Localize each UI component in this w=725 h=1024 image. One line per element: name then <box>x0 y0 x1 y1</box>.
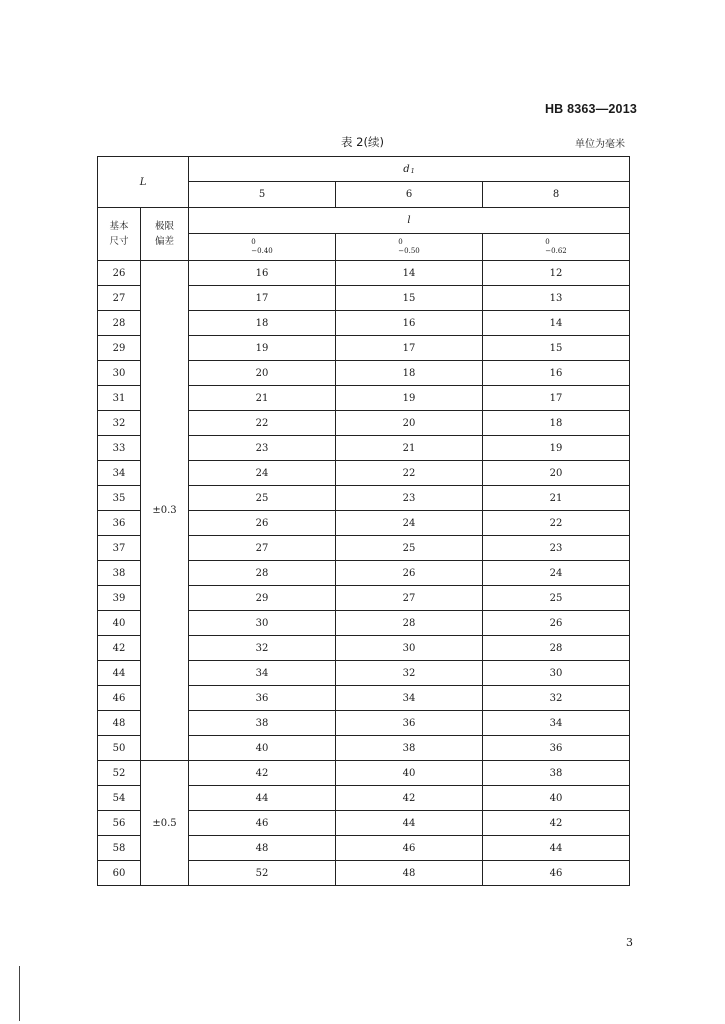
cell-l-value: 13 <box>483 286 630 311</box>
cell-basic-size: 50 <box>98 736 141 761</box>
cell-basic-size: 37 <box>98 536 141 561</box>
page-number: 3 <box>626 936 633 949</box>
cell-l-value: 16 <box>336 311 483 336</box>
header-basic-size-line: 基本 <box>109 221 129 232</box>
header-d-subscript: 1 <box>410 166 415 175</box>
cell-l-value: 27 <box>189 536 336 561</box>
cell-basic-size: 44 <box>98 661 141 686</box>
header-limit-deviation <box>141 208 189 261</box>
header-limit-deviation-line: 极限 <box>155 221 175 232</box>
cell-basic-size: 54 <box>98 786 141 811</box>
tolerance-lower: −0.62 <box>545 247 567 255</box>
cell-l-value: 32 <box>483 686 630 711</box>
cell-limit-deviation: ±0.3 <box>141 261 189 761</box>
cell-l-value: 14 <box>483 311 630 336</box>
cell-l-value: 46 <box>336 836 483 861</box>
header-d-symbol: d <box>403 163 410 175</box>
cell-l-value: 22 <box>483 511 630 536</box>
cell-l-value: 24 <box>336 511 483 536</box>
cell-l-value: 26 <box>336 561 483 586</box>
cell-l-value: 52 <box>189 861 336 886</box>
cell-l-value: 18 <box>336 361 483 386</box>
cell-l-value: 17 <box>483 386 630 411</box>
cell-l-value: 25 <box>189 486 336 511</box>
cell-basic-size: 42 <box>98 636 141 661</box>
cell-l-value: 16 <box>189 261 336 286</box>
cell-basic-size: 48 <box>98 711 141 736</box>
cell-l-value: 18 <box>189 311 336 336</box>
cell-l-value: 19 <box>189 336 336 361</box>
cell-l-value: 44 <box>189 786 336 811</box>
cell-l-value: 38 <box>189 711 336 736</box>
cell-l-value: 22 <box>189 411 336 436</box>
cell-l-value: 21 <box>336 436 483 461</box>
cell-l-value: 17 <box>336 336 483 361</box>
tolerance-cell <box>189 234 336 261</box>
cell-l-value: 22 <box>336 461 483 486</box>
cell-l-value: 36 <box>483 736 630 761</box>
cell-l-value: 20 <box>336 411 483 436</box>
tolerance-cell <box>336 234 483 261</box>
margin-line <box>19 966 20 1021</box>
cell-l-value: 28 <box>336 611 483 636</box>
cell-l-value: 38 <box>336 736 483 761</box>
cell-l-value: 44 <box>336 811 483 836</box>
cell-l-value: 42 <box>336 786 483 811</box>
cell-l-value: 42 <box>189 761 336 786</box>
cell-l-value: 44 <box>483 836 630 861</box>
cell-l-value: 20 <box>189 361 336 386</box>
cell-l-value: 48 <box>336 861 483 886</box>
header-L: L <box>98 157 189 208</box>
cell-basic-size: 39 <box>98 586 141 611</box>
cell-l-value: 38 <box>483 761 630 786</box>
header-d-value: 6 <box>336 182 483 208</box>
cell-l-value: 36 <box>336 711 483 736</box>
cell-l-value: 25 <box>483 586 630 611</box>
cell-basic-size: 52 <box>98 761 141 786</box>
header-d <box>189 157 630 182</box>
cell-l-value: 19 <box>483 436 630 461</box>
cell-l-value: 14 <box>336 261 483 286</box>
cell-l-value: 28 <box>483 636 630 661</box>
cell-l-value: 46 <box>483 861 630 886</box>
cell-l-value: 23 <box>336 486 483 511</box>
cell-basic-size: 28 <box>98 311 141 336</box>
cell-l-value: 34 <box>336 686 483 711</box>
cell-l-value: 26 <box>483 611 630 636</box>
cell-l-value: 30 <box>336 636 483 661</box>
cell-basic-size: 60 <box>98 861 141 886</box>
cell-basic-size: 33 <box>98 436 141 461</box>
cell-basic-size: 30 <box>98 361 141 386</box>
tolerance-cell <box>483 234 630 261</box>
cell-l-value: 27 <box>336 586 483 611</box>
table-row <box>98 261 630 286</box>
table-body <box>98 157 630 886</box>
cell-l-value: 29 <box>189 586 336 611</box>
unit-note: 单位为毫米 <box>575 139 625 150</box>
cell-basic-size: 58 <box>98 836 141 861</box>
cell-l-value: 18 <box>483 411 630 436</box>
cell-basic-size: 26 <box>98 261 141 286</box>
header-basic-size <box>98 208 141 261</box>
cell-basic-size: 56 <box>98 811 141 836</box>
header-l: l <box>189 208 630 234</box>
tolerance-upper: 0 <box>251 238 256 246</box>
cell-l-value: 40 <box>189 736 336 761</box>
cell-l-value: 28 <box>189 561 336 586</box>
cell-basic-size: 31 <box>98 386 141 411</box>
cell-l-value: 36 <box>189 686 336 711</box>
header-row-3 <box>98 208 630 234</box>
cell-l-value: 12 <box>483 261 630 286</box>
cell-l-value: 23 <box>483 536 630 561</box>
header-limit-deviation-line: 偏差 <box>155 236 175 247</box>
table-title: 表 2(续) <box>341 135 384 149</box>
cell-basic-size: 35 <box>98 486 141 511</box>
cell-l-value: 23 <box>189 436 336 461</box>
cell-limit-deviation: ±0.5 <box>141 761 189 886</box>
cell-l-value: 30 <box>483 661 630 686</box>
tolerance-lower: −0.50 <box>398 247 420 255</box>
cell-l-value: 21 <box>483 486 630 511</box>
header-basic-size-line: 尺寸 <box>109 236 129 247</box>
cell-l-value: 34 <box>189 661 336 686</box>
cell-basic-size: 40 <box>98 611 141 636</box>
cell-l-value: 24 <box>483 561 630 586</box>
cell-l-value: 40 <box>336 761 483 786</box>
cell-basic-size: 32 <box>98 411 141 436</box>
cell-l-value: 15 <box>336 286 483 311</box>
cell-basic-size: 46 <box>98 686 141 711</box>
header-row-1 <box>98 157 630 182</box>
cell-l-value: 17 <box>189 286 336 311</box>
dimension-table <box>97 156 630 886</box>
cell-l-value: 32 <box>336 661 483 686</box>
cell-l-value: 48 <box>189 836 336 861</box>
cell-l-value: 34 <box>483 711 630 736</box>
header-d-value: 5 <box>189 182 336 208</box>
cell-l-value: 20 <box>483 461 630 486</box>
cell-l-value: 21 <box>189 386 336 411</box>
cell-l-value: 40 <box>483 786 630 811</box>
cell-l-value: 19 <box>336 386 483 411</box>
cell-l-value: 15 <box>483 336 630 361</box>
cell-basic-size: 38 <box>98 561 141 586</box>
cell-basic-size: 34 <box>98 461 141 486</box>
cell-l-value: 25 <box>336 536 483 561</box>
table-row <box>98 761 630 786</box>
cell-basic-size: 36 <box>98 511 141 536</box>
cell-l-value: 16 <box>483 361 630 386</box>
cell-l-value: 42 <box>483 811 630 836</box>
cell-l-value: 24 <box>189 461 336 486</box>
cell-l-value: 26 <box>189 511 336 536</box>
cell-l-value: 32 <box>189 636 336 661</box>
cell-l-value: 30 <box>189 611 336 636</box>
cell-basic-size: 27 <box>98 286 141 311</box>
cell-l-value: 46 <box>189 811 336 836</box>
cell-basic-size: 29 <box>98 336 141 361</box>
tolerance-upper: 0 <box>398 238 403 246</box>
tolerance-lower: −0.40 <box>251 247 273 255</box>
standard-code: HB 8363—2013 <box>544 102 637 116</box>
header-d-value: 8 <box>483 182 630 208</box>
tolerance-upper: 0 <box>545 238 550 246</box>
